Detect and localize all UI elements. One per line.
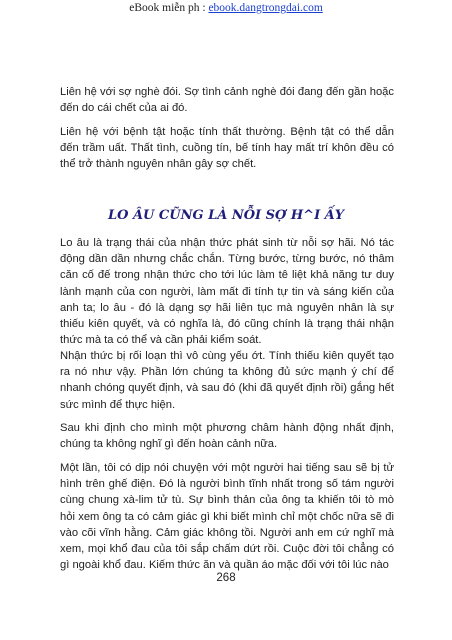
paragraph-worry: Lo âu là trạng thái của nhận thức phát sinh từ nỗi sợ hãi. Nó tác động dần dần nhưng chắc chắn. Từng bước, từng bước, nó thâm căn cố đế trong nhận thức cho tới lúc làm tê liệt khả năng tư duy lành mạnh của con người, làm mất đi tính tự tin và sáng kiến của anh ta; lo âu - đó là dạng sợ hãi liên tục mà nguyên nhân là sự thiếu kiên quyết, và có nghĩa là, đó cũng chính là trạng thái nhận thức mà ta có thể và cần phải kiểm soát. — [60, 237, 394, 347]
page-header — [0, 2, 452, 14]
page-number: 268 — [216, 572, 236, 584]
header-text: eBook miễn ph : — [129, 2, 209, 14]
paragraph-poverty: Liên hệ với sợ nghè đói. Sợ tình cảnh nghè đói đang đến gần hoặc đến do cái chết của ai đó. — [60, 86, 394, 115]
paragraph-illness: Liên hệ với bệnh tật hoặc tính thất thường. Bệnh tật có thể dẫn đến trầm uất. Thất tình, cuồng tín, bế tính hay mất trí khôn đều có thể trở thành nguyên nhân gây sợ chết. — [60, 126, 394, 171]
ebook-site-link[interactable]: ebook.dangtrongdai.com — [208, 2, 323, 14]
paragraph-confused-mind: Nhận thức bị rối loạn thì vô cùng yếu ớt. Tính thiếu kiên quyết tạo ra nó như vậy. Phần lớn chúng ta không đủ sức mạnh ý chí để nhanh chóng quyết định, và sau đó (khi đã quyết định rồi) gắng hết sức mình để thực hiện. — [60, 350, 394, 411]
paragraph-death-row: Một lần, tôi có dịp nói chuyện với một người hai tiếng sau sẽ bị tử hình trên ghế điện. Đó là người bình tĩnh nhất trong số tám người cùng chung xà-lim tử tù. Sự bình thản của ông ta khiến tôi tò mò hỏi xem ông ta có cảm giác gì khi biết mình chỉ một chốc nữa sẽ đi vào cõi vĩnh hằng. Cảm giác không tồi. Người anh em cứ nghĩ mà xem, mọi khổ đau của tôi sắp chấm dứt rồi. Cuộc đời tôi chẳng có gì ngoài khổ đau. Kiếm thức ăn và quần áo mặc đối với tôi lúc nào — [60, 462, 394, 572]
section-title: LO ÂU CŨNG LÀ NỖI SỢ H^I ẤY — [107, 208, 345, 223]
paragraph-decision: Sau khi định cho mình một phương châm hành động nhất định, chúng ta không nghĩ gì đến hoàn cảnh nữa. — [60, 422, 394, 451]
